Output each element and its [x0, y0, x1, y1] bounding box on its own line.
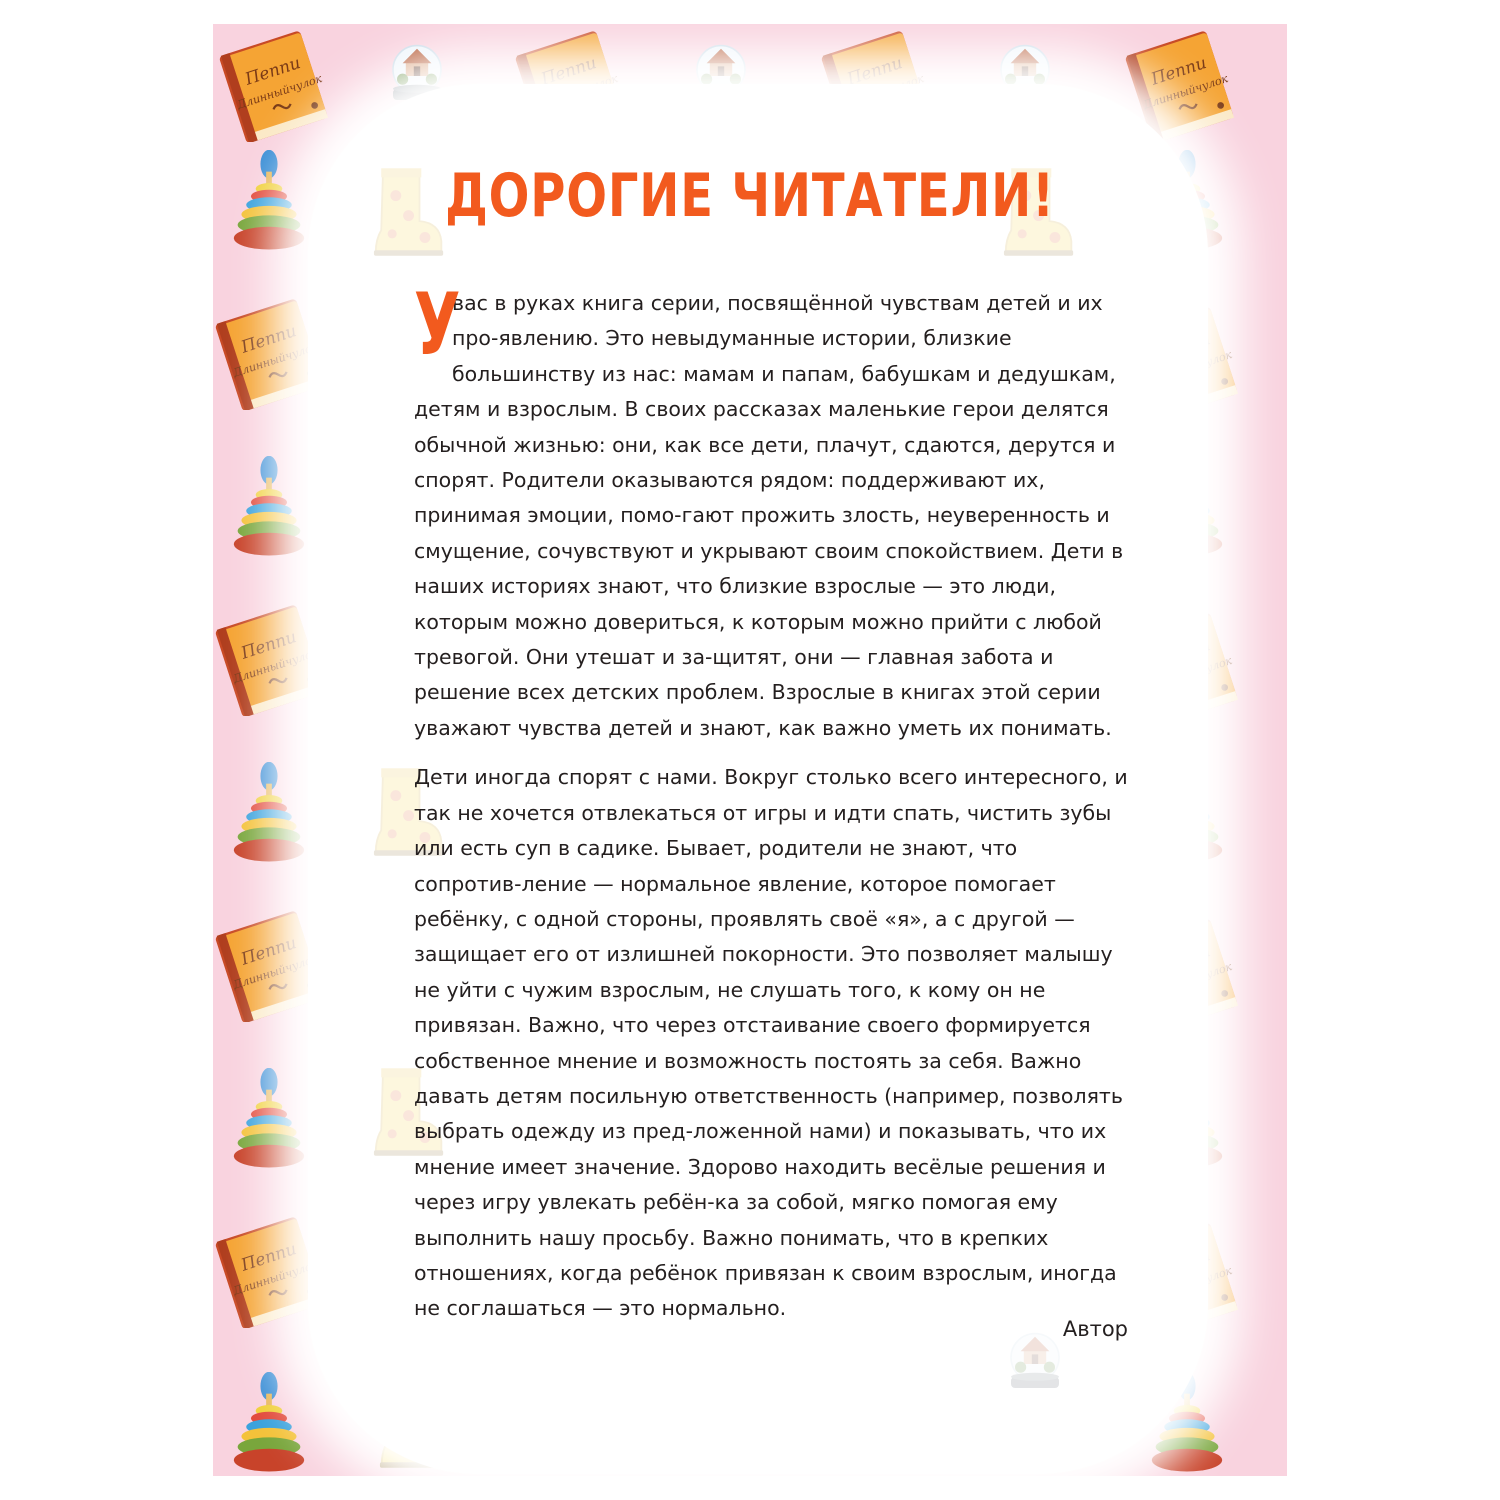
pyramid-toy-icon	[231, 456, 307, 562]
pyramid-toy-icon	[231, 1068, 307, 1174]
pyramid-toy-icon	[231, 762, 307, 868]
paragraph-1-text: вас в руках книга серии, посвящённой чувствам детей и их про-явлению. Это невыдуманные истории, близкие большинству из нас: мамам и папам, бабушкам и дедушкам, детям и взрослым. В своих рассказах маленькие герои делятся обычной жизнью: они, как все дети, плачут, сдаются, дерутся и спорят. Родители оказываются рядом: поддерживают их, принимая эмоции, помо-гают прожить злость, неуверенность и смущение, сочувствуют и укрывают своим спокойствием. Дети в наших историях знают, что близкие взрослые — это люди, которым можно довериться, к которым можно прийти с любой тревогой. Они утешат и за-щитят, они — главная забота и решение всех детских проблем. Взрослые в книгах этой серии уважают чувства детей и знают, как важно уметь их понимать.	[414, 291, 1124, 740]
book-icon	[217, 30, 329, 142]
paragraph-2: Дети иногда спорят с нами. Вокруг столько всего интересного, и так не хочется отвлекаться от игры и идти спать, чистить зубы или есть суп в садике. Бывает, родители не знают, что сопротив-ление — нормальное явление, которое помогает ребёнку, с одной стороны, проявлять своё «я», а с другой — защищает его от излишней покорности. Это позволяет малышу не уйти с чужим взрослым, не слушать того, к кому он не привязан. Важно, что через отстаивание своего формируется собственное мнение и возможность постоять за себя. Важно давать детям посильную ответственность (например, позволять выбрать одежду из пред-ложенной нами) и показывать, что их мнение имеет значение. Здорово находить весёлые решения и через игру увлекать ребён-ка за собой, мягко помогая ему выполнить нашу просьбу. Важно понимать, что в крепких отношениях, когда ребёнок привязан к своим взрослым, иногда не соглашаться — это нормально.	[414, 765, 1128, 1321]
snow-globe-icon	[1003, 1324, 1067, 1396]
letter-body	[414, 275, 1129, 1327]
page-title: ДОРОГИЕ ЧИТАТЕЛИ!	[445, 161, 1055, 231]
pyramid-toy-icon	[231, 1372, 307, 1476]
paragraph-1	[414, 275, 1129, 746]
drop-cap: У	[414, 275, 461, 375]
book-page	[213, 24, 1287, 1476]
author-signature: Автор	[1062, 1317, 1128, 1341]
pyramid-toy-icon	[231, 150, 307, 256]
